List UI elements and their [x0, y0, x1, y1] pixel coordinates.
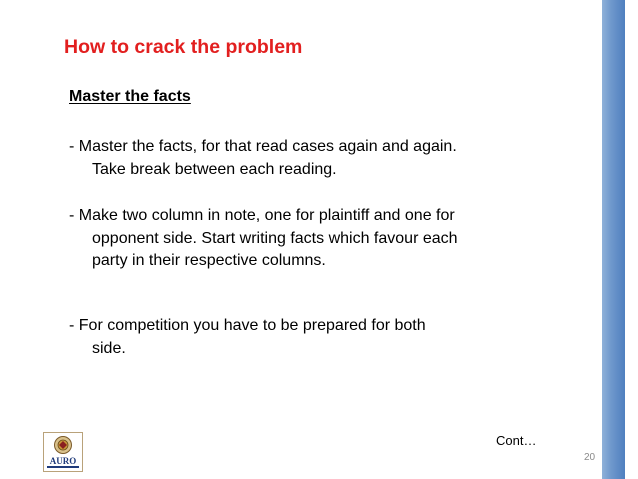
bullet-line: opponent side. Start writing facts which favour each [92, 229, 458, 247]
bullet-item [69, 315, 426, 360]
bullet-item [69, 205, 458, 273]
bullet-line: - For competition you have to be prepared for both [69, 317, 426, 334]
accent-side-bar [602, 0, 625, 479]
slide-subtitle: Master the facts [69, 88, 191, 105]
bullet-line: side. [92, 339, 126, 357]
page-number: 20 [584, 452, 596, 463]
bullet-line: - Make two column in note, one for plaintiff and one for [69, 207, 455, 224]
bullet-line: Take break between each reading. [92, 160, 337, 178]
university-logo-icon [43, 432, 83, 472]
slide-title: How to crack the problem [64, 36, 303, 58]
svg-text:AURO: AURO [49, 456, 77, 466]
bullet-item [69, 136, 457, 181]
bullet-line: party in their respective columns. [92, 252, 326, 269]
bullet-line: - Master the facts, for that read cases again and again. [69, 138, 457, 155]
continuation-text: Cont… [496, 433, 537, 448]
